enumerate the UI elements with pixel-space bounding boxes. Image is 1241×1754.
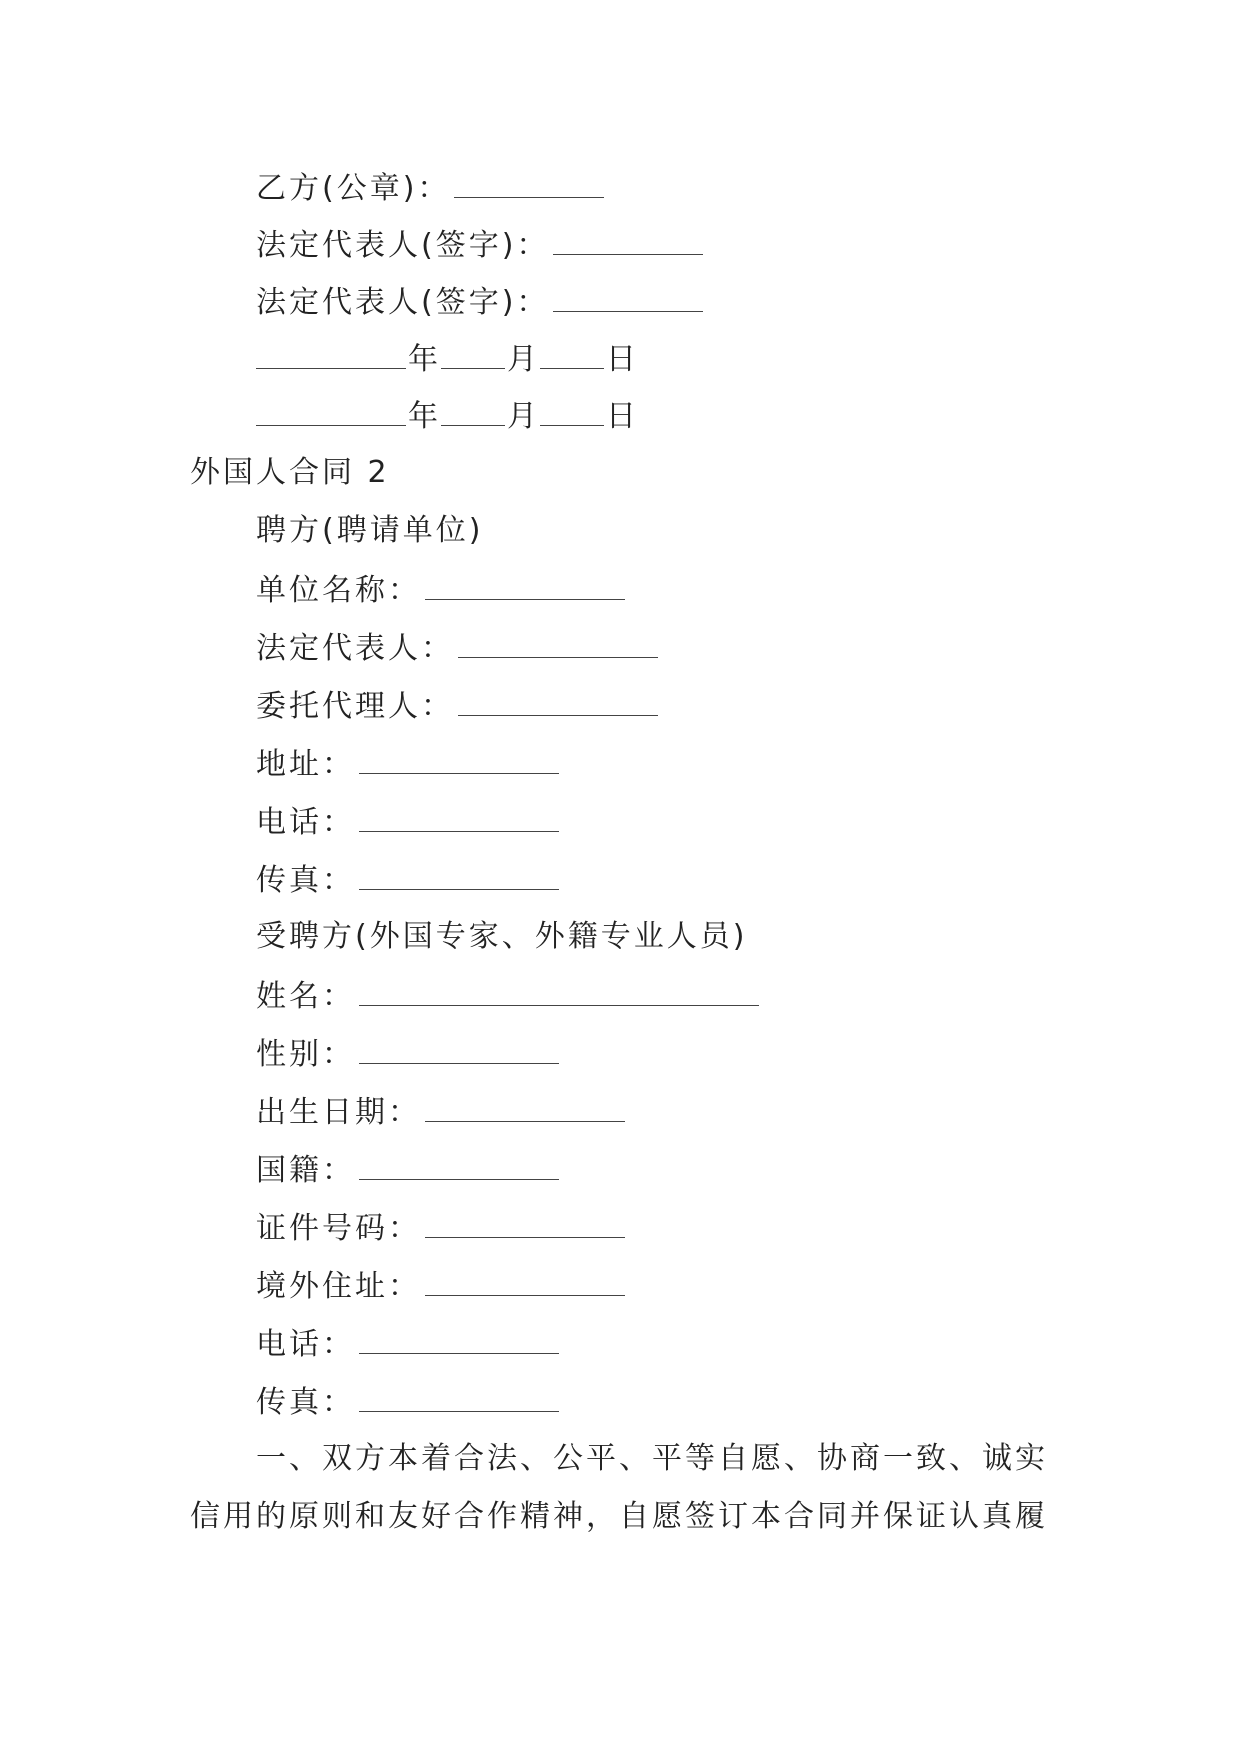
legal-rep-signature-line-1 [256,224,703,266]
phone-line [256,801,559,843]
agent-line [256,685,658,727]
year-label: 年 [408,399,441,434]
birth-date-blank [425,1091,625,1122]
month-label: 月 [507,399,540,434]
address-line [256,743,559,785]
legal-rep-line [256,627,658,669]
month-blank [441,395,505,426]
address-blank [359,743,559,774]
name-blank [359,975,759,1006]
date-line-1 [256,338,639,380]
birth-date-line [256,1091,625,1133]
fax2-label: 传真： [256,1385,355,1420]
day-label: 日 [606,342,639,377]
fax-blank [359,859,559,890]
agent-blank [458,685,658,716]
nationality-blank [359,1149,559,1180]
address-label: 地址： [256,747,355,782]
fax-label: 传真： [256,863,355,898]
party-b-seal-blank [454,167,604,198]
phone2-label: 电话： [256,1327,355,1362]
year-label: 年 [408,342,441,377]
phone2-line [256,1323,559,1365]
year-blank [256,338,406,369]
unit-name-line [256,569,625,611]
id-number-label: 证件号码： [256,1211,421,1246]
legal-rep-signature-line-2 [256,281,703,323]
legal-rep-label: 法定代表人： [256,631,454,666]
contract-title: 外国人合同 2 [190,455,390,490]
legal-rep-signature-blank-2 [553,281,703,312]
fax2-line [256,1381,559,1423]
fax-line [256,859,559,901]
legal-rep-signature-label-1: 法定代表人(签字)： [256,228,550,263]
month-label: 月 [507,342,540,377]
nationality-label: 国籍： [256,1153,355,1188]
employer-heading: 聘方(聘请单位) [256,513,484,548]
party-b-seal-line [256,167,604,209]
date-line-2 [256,395,639,437]
gender-label: 性别： [256,1037,355,1072]
gender-blank [359,1033,559,1064]
nationality-line [256,1149,559,1191]
birth-date-label: 出生日期： [256,1095,421,1130]
employee-heading: 受聘方(外国专家、外籍专业人员) [256,919,748,954]
overseas-address-line [256,1265,625,1307]
party-b-seal-label: 乙方(公章)： [256,171,451,206]
legal-rep-signature-blank-1 [553,224,703,255]
overseas-address-blank [425,1265,625,1296]
unit-name-label: 单位名称： [256,573,421,608]
legal-rep-signature-label-2: 法定代表人(签字)： [256,285,550,320]
gender-line [256,1033,559,1075]
agent-label: 委托代理人： [256,689,454,724]
year-blank [256,395,406,426]
phone-label: 电话： [256,805,355,840]
month-blank [441,338,505,369]
id-number-line [256,1207,625,1249]
phone-blank [359,801,559,832]
name-line [256,975,759,1017]
unit-name-blank [425,569,625,600]
name-label: 姓名： [256,979,355,1014]
overseas-address-label: 境外住址： [256,1269,421,1304]
legal-rep-blank [458,627,658,658]
fax2-blank [359,1381,559,1412]
day-label: 日 [606,399,639,434]
day-blank [540,338,604,369]
clause-1-paragraph: 一、双方本着合法、公平、平等自愿、协商一致、诚实信用的原则和友好合作精神，自愿签订本合同并保证认真履 [190,1441,1048,1534]
day-blank [540,395,604,426]
id-number-blank [425,1207,625,1238]
phone2-blank [359,1323,559,1354]
